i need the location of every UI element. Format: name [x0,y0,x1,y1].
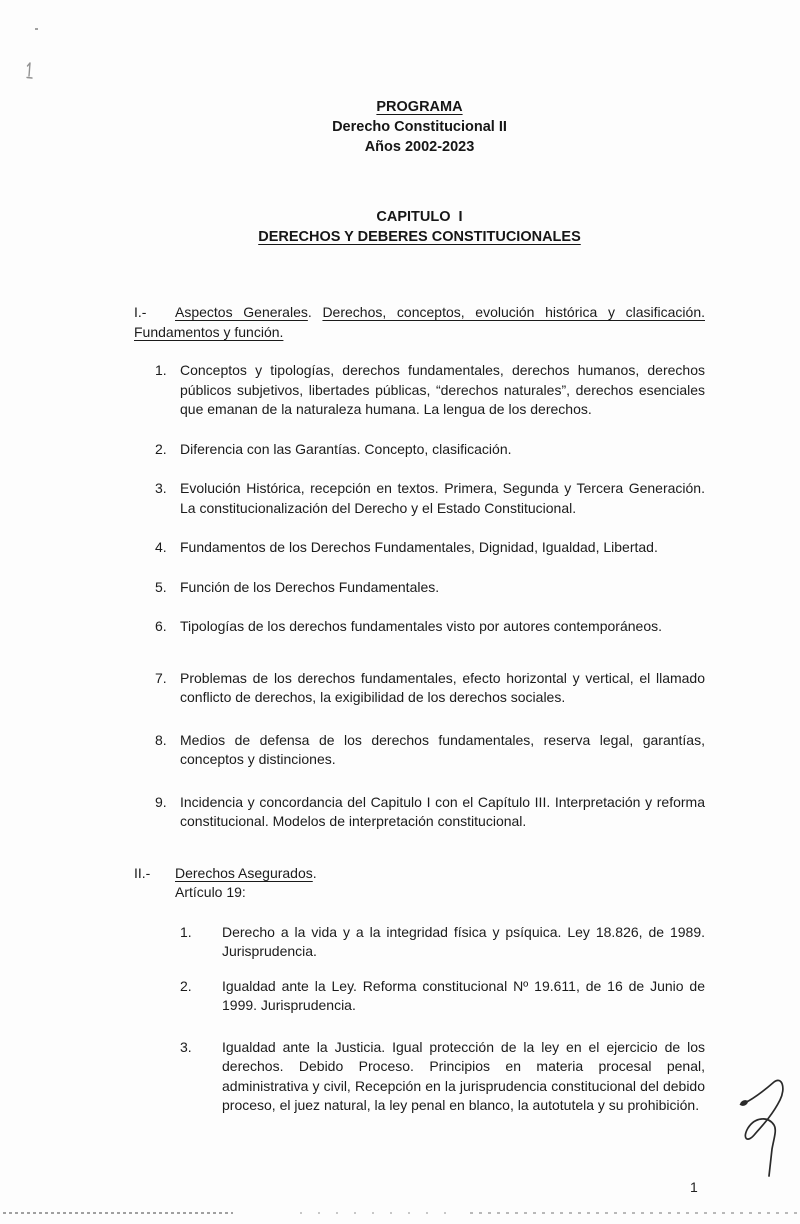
section-2-subheading: Artículo 19: [175,884,246,900]
list-item-text: Función de los Derechos Fundamentales. [180,578,440,595]
list-item-number: 6. [155,618,167,634]
list-item-number: 1. [180,923,192,940]
document-page [134,0,705,1116]
list-item [134,923,705,962]
list-item [134,793,705,832]
scan-edge-line [470,1212,797,1214]
chapter-title: CAPITULO I [376,209,463,225]
scan-edge-line [300,1212,460,1214]
list-item [134,617,705,637]
list-item-text: Diferencia con las Garantías. Concepto, clasificación. [180,440,512,457]
list-item-number: 7. [155,669,167,686]
section-1-numeral: I.- [134,304,147,320]
list-item-text: Problemas de los derechos fundamentales, efecto horizontal y vertical, el llamado conflicto de derechos, la exigibilidad de los derechos sociales. [180,669,705,705]
section-2-item-list [134,923,705,1116]
list-item-text: Igualdad ante la Justicia. Igual protección de la ley en el ejercicio de los derechos. Debido Proceso. Principios en materia procesal penal, administrativa y civil, Recepción en la jurisprudencia constitucional del debido proceso, el juez natural, la ley penal en blanco, la autotutela y su prohibición. [222,1038,705,1113]
page-number: 1 [690,1179,698,1195]
list-item-text: Fundamentos de los Derechos Fundamentales, Dignidad, Igualdad, Libertad. [180,539,658,555]
list-item [134,361,705,420]
list-item [134,538,705,558]
list-item [134,669,705,708]
section-1-heading-separator: . [307,304,323,320]
list-item-number: 2. [180,977,192,994]
list-item-text: Derecho a la vida y a la integridad física y psíquica. Ley 18.826, de 1989. Jurisprudencia. [222,923,705,959]
list-item-number: 8. [155,731,167,748]
scan-speck-artifact [35,28,38,30]
list-item-number: 3. [180,1038,192,1055]
list-item [134,479,705,518]
list-item-number: 4. [155,539,167,555]
list-item-text: Tipologías de los derechos fundamentales visto por autores contemporáneos. [180,618,662,634]
list-item-number: 1. [155,362,167,378]
list-item [134,578,705,598]
section-2-heading [134,864,705,903]
section-2-heading-text: Derechos Asegurados [175,864,313,881]
list-item [134,1038,705,1116]
section-2-numeral: II.- [134,864,151,881]
list-item-text: Conceptos y tipologías, derechos fundamentales, derechos humanos, derechos públicos subjetivos, libertades públicas, “derechos naturales”, derechos esenciales que emanan de la naturaleza humana. La lengua de los derechos. [180,362,705,417]
list-item-text: Evolución Histórica, recepción en textos. Primera, Segunda y Tercera Generación. La constitucionalización del Derecho y el Estado Constitucional. [180,480,705,516]
list-item [134,440,705,460]
handwritten-signature-mark [735,1076,785,1182]
document-title: PROGRAMA [376,99,463,115]
list-item-text: Medios de defensa de los derechos fundamentales, reserva legal, garantías, conceptos y distinciones. [180,731,705,767]
section-1-heading-part1: Aspectos Generales [175,304,308,320]
list-item-number: 5. [155,578,167,595]
list-item-text: Igualdad ante la Ley. Reforma constitucional Nº 19.611, de 16 de Junio de 1999. Jurisprudencia. [222,977,705,1013]
section-2-heading-period: . [312,864,317,881]
section-1-heading-part2: Derechos, conceptos, evolución histórica y clasificación. Fundamentos y función. [134,304,705,340]
section-1-heading [134,303,705,342]
list-item [134,731,705,770]
chapter-subtitle: DERECHOS Y DEBERES CONSTITUCIONALES [258,229,581,245]
list-item-number: 3. [155,480,167,496]
document-subtitle: Derecho Constitucional II [332,119,507,135]
scan-mark-artifact [24,61,36,81]
scan-edge-line [3,1212,233,1214]
list-item [134,977,705,1016]
document-years: Años 2002-2023 [364,139,475,155]
list-item-number: 9. [155,793,167,810]
list-item-text: Incidencia y concordancia del Capitulo I con el Capítulo III. Interpretación y reforma constitucional. Modelos de interpretación constitucional. [180,793,705,829]
chapter-header [134,207,705,247]
section-1-item-list [134,361,705,832]
list-item-number: 2. [155,440,167,457]
document-header [134,97,705,157]
